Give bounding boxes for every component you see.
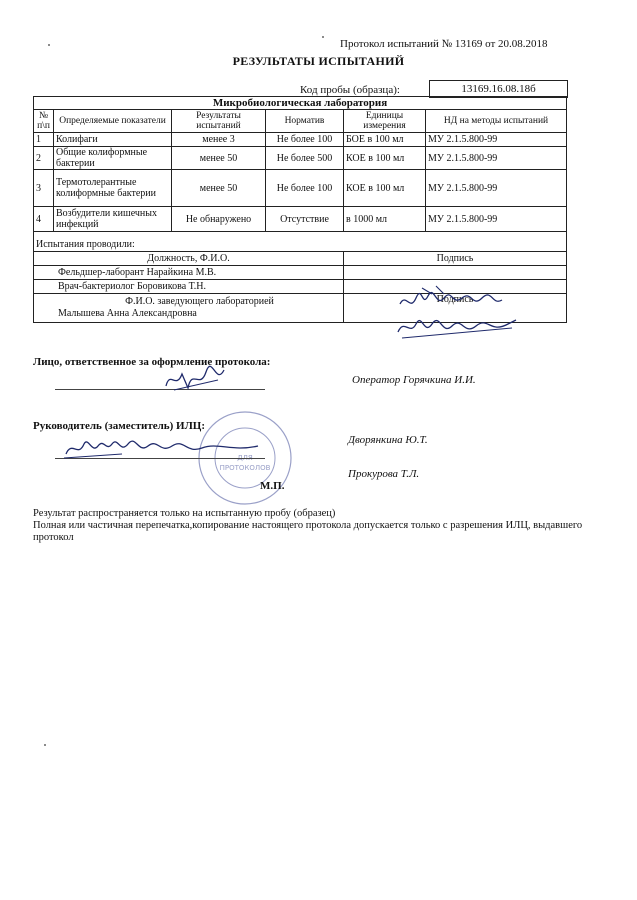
performer-1-signature: [344, 266, 567, 280]
scan-dot: [322, 36, 324, 38]
row-result: менее 50: [172, 147, 266, 170]
signature-header: Подпись: [344, 252, 567, 266]
director-label: Руководитель (заместитель) ИЛЦ:: [33, 420, 205, 432]
svg-text:ПРОТОКОЛОВ: ПРОТОКОЛОВ: [219, 464, 271, 472]
row-method: МУ 2.1.5.800-99: [426, 147, 567, 170]
performer-2: Врач-бактериолог Боровикова Т.Н.: [34, 280, 344, 294]
row-method: МУ 2.1.5.800-99: [426, 207, 567, 232]
row-unit: БОЕ в 100 мл: [344, 133, 426, 147]
column-header-norm: Норматив: [266, 110, 344, 133]
responsible-name: Оператор Горячкина И.И.: [352, 374, 476, 386]
table-row: [34, 207, 567, 232]
row-norm: Не более 100: [266, 170, 344, 207]
footnote-line: Полная или частичная перепечатка,копирование настоящего протокола допускается только с разрешения ИЛЦ, выдавшего протокол: [33, 520, 583, 543]
column-header-unit: Единицы измерения: [344, 110, 426, 133]
performer-signature-graphic: [392, 284, 522, 344]
footnote-line: Результат распространяется только на испытанную пробу (образец): [33, 508, 336, 519]
row-result: менее 3: [172, 133, 266, 147]
row-method: МУ 2.1.5.800-99: [426, 170, 567, 207]
responsible-label: Лицо, ответственное за оформление протокола:: [33, 356, 271, 368]
row-indicator: Колифаги: [54, 133, 172, 147]
footnote-block: [33, 508, 593, 544]
sample-code-value: 13169.16.08.18б: [429, 80, 568, 98]
svg-text:ДЛЯ: ДЛЯ: [237, 454, 253, 462]
director-name-1: Дворянкина Ю.Т.: [348, 434, 428, 446]
row-indicator: Термотолерантные колиформные бактерии: [54, 170, 172, 207]
column-header-num: № п\п: [34, 110, 54, 133]
head-title: Ф.И.О. заведующего лабораторией: [125, 296, 274, 307]
row-unit: в 1000 мл: [344, 207, 426, 232]
table-row: [34, 147, 567, 170]
head-signature-header: Подпись: [436, 294, 474, 305]
row-norm: Не более 500: [266, 147, 344, 170]
row-num: 2: [34, 147, 54, 170]
row-indicator: Общие колиформные бактерии: [54, 147, 172, 170]
protocol-number: Протокол испытаний № 13169 от 20.08.2018: [340, 38, 548, 50]
row-num: 1: [34, 133, 54, 147]
row-norm: Не более 100: [266, 133, 344, 147]
row-unit: КОЕ в 100 мл: [344, 170, 426, 207]
row-unit: КОЕ в 100 мл: [344, 147, 426, 170]
table-row: [34, 170, 567, 207]
column-header-result: Результаты испытаний: [172, 110, 266, 133]
laboratory-name: Микробиологическая лаборатория: [34, 97, 567, 110]
row-indicator: Возбудители кишечных инфекций: [54, 207, 172, 232]
page-title: РЕЗУЛЬТАТЫ ИСПЫТАНИЙ: [232, 54, 405, 68]
director-name-2: Прокурова Т.Л.: [348, 468, 420, 480]
row-norm: Отсутствие: [266, 207, 344, 232]
scan-dot: [48, 44, 50, 46]
column-header-indicator: Определяемые показатели: [54, 110, 172, 133]
row-result: менее 50: [172, 170, 266, 207]
sample-code-label: Код пробы (образца):: [300, 84, 400, 96]
director-signature-graphic: [62, 432, 262, 462]
responsible-signature-graphic: [160, 360, 230, 394]
row-num: 3: [34, 170, 54, 207]
head-name: Малышева Анна Александровна: [58, 308, 197, 319]
row-result: Не обнаружено: [172, 207, 266, 232]
performers-label: Испытания проводили:: [34, 238, 567, 252]
row-method: МУ 2.1.5.800-99: [426, 133, 567, 147]
table-row: [34, 133, 567, 147]
row-num: 4: [34, 207, 54, 232]
column-header-method: НД на методы испытаний: [426, 110, 567, 133]
performer-1: Фельдшер-лаборант Нарайкина М.В.: [34, 266, 344, 280]
position-header: Должность, Ф.И.О.: [34, 252, 344, 266]
seal-label: М.П.: [260, 480, 285, 492]
scan-dot: [44, 744, 46, 746]
